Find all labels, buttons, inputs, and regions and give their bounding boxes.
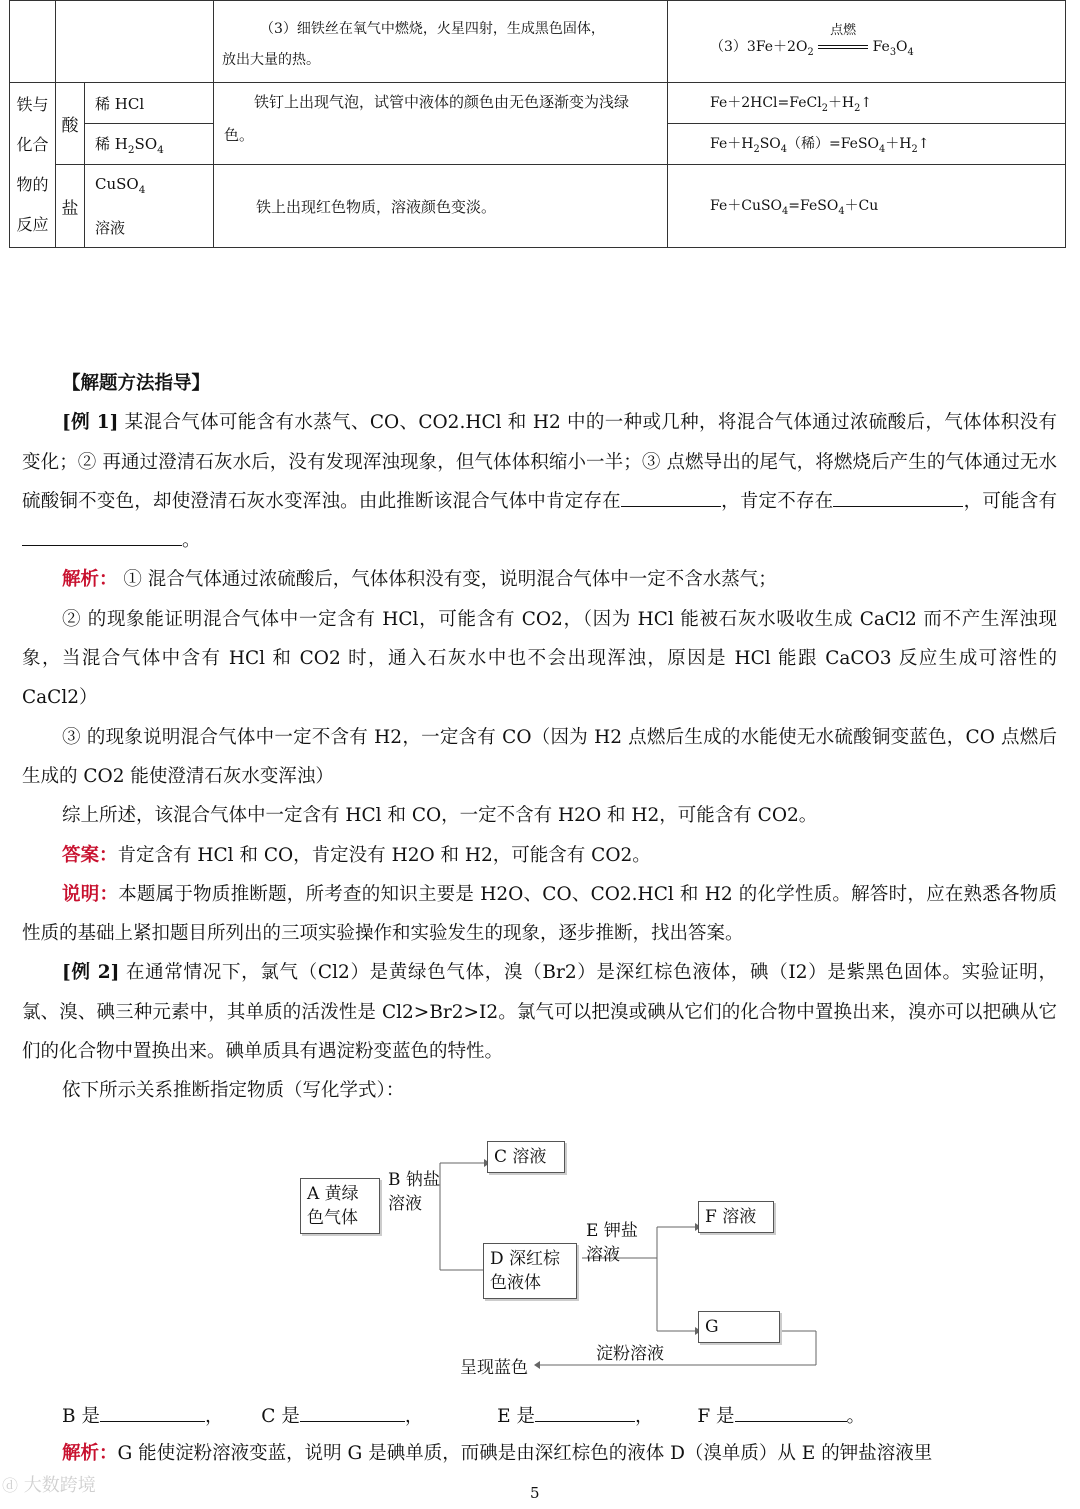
salt-phenomenon: 铁上出现红色物质，溶液颜色变淡。 <box>214 165 668 248</box>
category-cell: 铁与 化合 物的 反应 <box>10 83 56 248</box>
blank-b[interactable] <box>100 1403 205 1422</box>
equation-hcl: $Fe+2HCl=FeCl_2+H_2↑$ <box>668 83 1066 124</box>
example1-label: [例 1] <box>62 412 119 434</box>
blank-f[interactable] <box>735 1403 847 1422</box>
example1-note: 说明：本题属于物质推断题，所考查的知识主要是 H2O、CO、CO2.HCl 和 H2 的化学性质。解答时，应在熟悉各物质性质的基础上紧扣题目所列出的三项实验操作和实验发生的现象，逐步推断，找出答案。 <box>22 883 1057 945</box>
example2-answer-line: B 是 ， C 是 ， E 是 ， F 是 。 <box>62 1402 865 1428</box>
reaction-flow-diagram <box>290 1135 830 1385</box>
example2-analysis: 解析：G 能使淀粉溶液变蓝，说明 G 是碘单质，而碘是由深红棕色的液体 D（溴单质）从 E 的钾盐溶液里 <box>62 1443 933 1464</box>
example2-instruction: 依下所示关系推断指定物质（写化学式）： <box>62 1080 405 1102</box>
example2-question: [例 2] 在通常情况下，氯气（Cl2）是黄绿色气体，溴（Br2）是深红棕色液体，碘（I2）是紫黑色固体。实验证明，氯、溴、碘三种元素中，其单质的活泼性是 Cl2>Br2>I2。氯气可以把溴或碘从它们的化合物中置换出来，溴亦可以把碘从它们的化合物中置换出来。碘单质具有遇淀粉变蓝色的特性。 <box>22 962 1057 1063</box>
equation-h2so4: $Fe+H_2SO_4$（稀）$=FeSO_4+H_2↑$ <box>668 124 1066 165</box>
acid-label: 酸 <box>56 83 85 165</box>
method-guide-section <box>22 360 1057 1111</box>
example1-answer: 答案：肯定含有 HCl 和 CO，肯定没有 H2O 和 H2，可能含有 CO2。 <box>62 844 651 866</box>
table-row-iron-oxygen <box>214 1 668 83</box>
box-d: D 深红棕 色液体 <box>483 1243 577 1299</box>
equation-prefix: $(3)3Fe+2O_2$ <box>710 38 814 58</box>
blank-exists[interactable] <box>621 488 721 507</box>
page-number: 5 <box>530 1484 540 1502</box>
label-blue: 呈现蓝色 <box>460 1358 528 1378</box>
iron-reactions-table <box>9 0 1066 248</box>
box-g: G <box>698 1311 780 1343</box>
example1-analysis-4: 综上所述，该混合气体中一定含有 HCl 和 CO，一定不含有 H2O 和 H2，可能含有 CO2。 <box>62 805 818 827</box>
example1-analysis-3: ③ 的现象说明混合气体中一定不含有 H2，一定含有 CO（因为 H2 点燃后生成的水能使无水硫酸铜变蓝色，CO 点燃后生成的 CO2 能使澄清石灰水变浑浊） <box>22 726 1057 787</box>
blank-e[interactable] <box>535 1403 635 1422</box>
reagent-cuso4: CuSO$_4$ 溶液 <box>85 165 214 248</box>
reagent-hcl: 稀 HCl <box>85 83 214 124</box>
box-f: F 溶液 <box>698 1201 774 1233</box>
box-c: C 溶液 <box>487 1141 565 1173</box>
label-b: B 钠盐 溶液 <box>388 1170 440 1214</box>
blank-absent[interactable] <box>833 488 963 507</box>
equation-cell <box>668 1 1066 83</box>
phenomenon-line: 放出大量的热。 <box>222 51 320 68</box>
blank-c[interactable] <box>300 1403 405 1422</box>
example1-analysis-2: ② 的现象能证明混合气体中一定含有 HCl，可能含有 CO2，（因为 HCl 能被石灰水吸收生成 CaCl2 而不产生浑浊现象，当混合气体中含有 HCl 和 CO2 时，通入石灰水中也不会出现浑浊，原因是 HCl 能跟 CaCO3 反应生成可溶性的 CaCl2） <box>22 608 1057 709</box>
example2-label: [例 2] <box>62 962 120 984</box>
example1-question: [例 1] 某混合气体可能含有水蒸气、CO、CO2.HCl 和 H2 中的一种或几种，将混合气体通过浓硫酸后，气体体积没有变化；② 再通过澄清石灰水后，没有发现浑浊现象，但气体体积缩小一半；③ 点燃导出的尾气，将燃烧后产生的气体通过无水硫酸铜不变色，却使澄清石灰水变浑浊。由此推断该混合气体中肯定存在 ，肯定不存在 ，可能含有。 <box>22 412 1057 552</box>
section-title: 【解题方法指导】 <box>62 373 211 394</box>
box-a: A 黄绿 色气体 <box>300 1178 380 1234</box>
reagent-h2so4: 稀 $H_2SO_4$ <box>85 124 214 165</box>
phenomenon-line: （3）细铁丝在氧气中燃烧，火星四射，生成黑色固体， <box>260 20 605 37</box>
equation-cuso4: Fe＋CuSO$_4$=FeSO$_4$＋Cu <box>668 165 1066 248</box>
equation-product: $Fe_3O_4$ <box>872 38 914 58</box>
reaction-condition: 点燃 <box>818 39 868 55</box>
blank-possible[interactable] <box>22 527 182 546</box>
watermark: ⓓ 大数跨境 <box>2 1475 96 1496</box>
salt-label: 盐 <box>56 165 85 248</box>
label-e: E 钾盐 溶液 <box>586 1221 638 1265</box>
example1-analysis-1: 解析： ① 混合气体通过浓硫酸后，气体体积没有变，说明混合气体中一定不含水蒸气； <box>62 569 777 591</box>
watermark-logo-icon: ⓓ <box>2 1476 19 1495</box>
label-starch: 淀粉溶液 <box>596 1344 664 1364</box>
acid-phenomenon: 铁钉上出现气泡，试管中液体的颜色由无色逐渐变为浅绿 色。 <box>214 83 668 165</box>
